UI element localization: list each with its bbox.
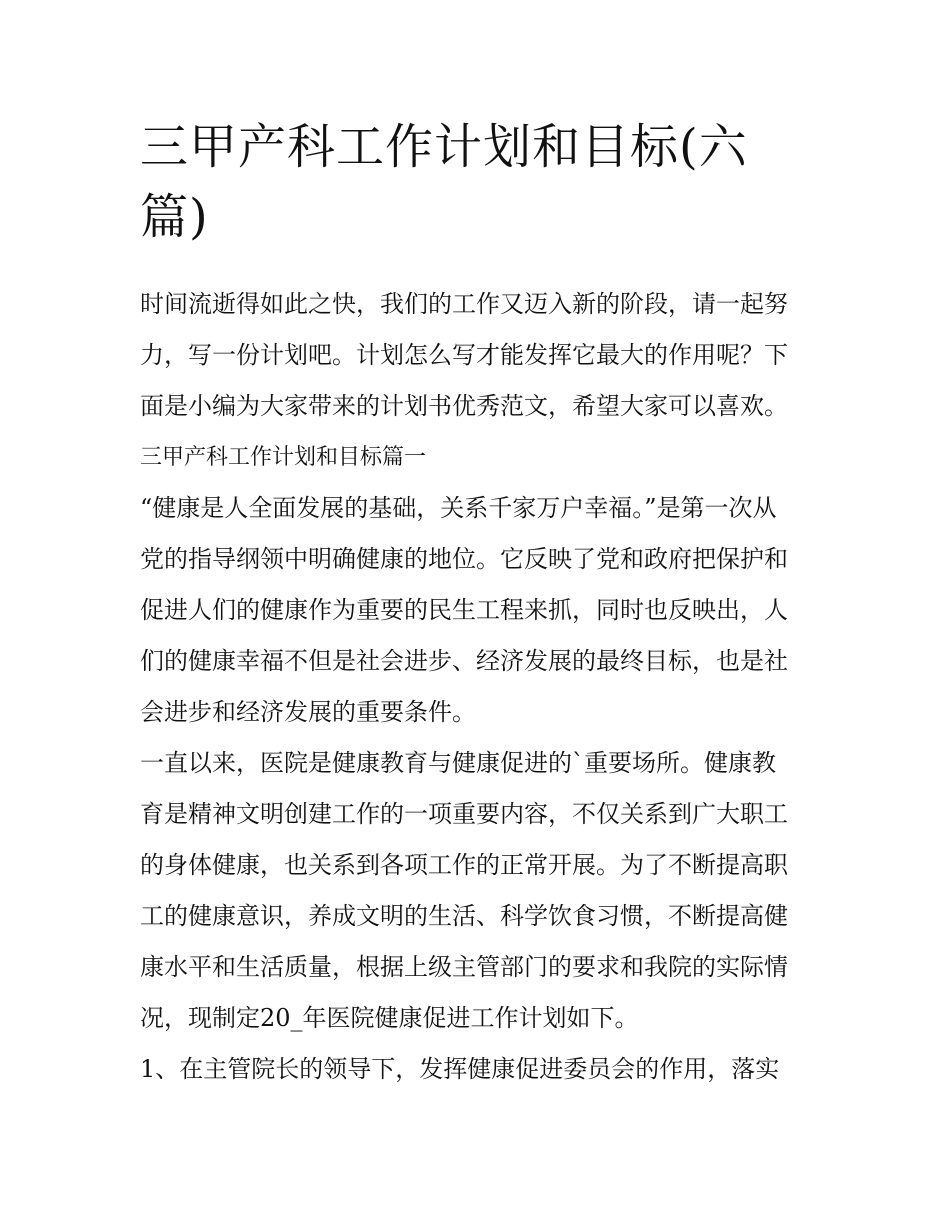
paragraph-line: 工的健康意识，养成文明的生活、科学饮食习惯，不断提高健 (140, 902, 788, 930)
paragraph-line: 们的健康幸福不但是社会进步、经济发展的最终目标，也是社 (140, 647, 788, 675)
paragraph-line: 育是精神文明创建工作的一项重要内容，不仅关系到广大职工 (140, 800, 788, 828)
title-line: 篇) (140, 189, 209, 245)
paragraph-line: 1、在主管院长的领导下，发挥健康促进委员会的作用，落实 (140, 1055, 780, 1083)
paragraph-line: 况，现制定20_年医院健康促进工作计划如下。 (140, 1004, 639, 1032)
paragraph-line: 一直以来，医院是健康教育与健康促进的`重要场所。健康教 (140, 749, 776, 777)
paragraph-line: “健康是人全面发展的基础，关系千家万户幸福。”是第一次从 (140, 494, 777, 522)
paragraph-line: 时间流逝得如此之快，我们的工作又迈入新的阶段，请一起努 (140, 290, 788, 318)
paragraph-line: 促进人们的健康作为重要的民生工程来抓，同时也反映出，人 (140, 596, 788, 624)
paragraph-line: 的身体健康，也关系到各项工作的正常开展。为了不断提高职 (140, 851, 788, 879)
document-title (140, 112, 820, 252)
paragraph-line: 会进步和经济发展的重要条件。 (140, 698, 476, 726)
paragraph-line: 康水平和生活质量，根据上级主管部门的要求和我院的实际情 (140, 953, 788, 981)
title-line: 三甲产科工作计划和目标(六 (140, 119, 748, 175)
paragraph-line: 力，写一份计划吧。计划怎么写才能发挥它最大的作用呢？下 (140, 341, 788, 369)
section-heading: 三甲产科工作计划和目标篇一 (140, 445, 427, 470)
document-body (140, 279, 830, 1095)
paragraph-line: 面是小编为大家带来的计划书优秀范文，希望大家可以喜欢。 (140, 392, 788, 420)
paragraph-line: 党的指导纲领中明确健康的地位。它反映了党和政府把保护和 (140, 545, 788, 573)
